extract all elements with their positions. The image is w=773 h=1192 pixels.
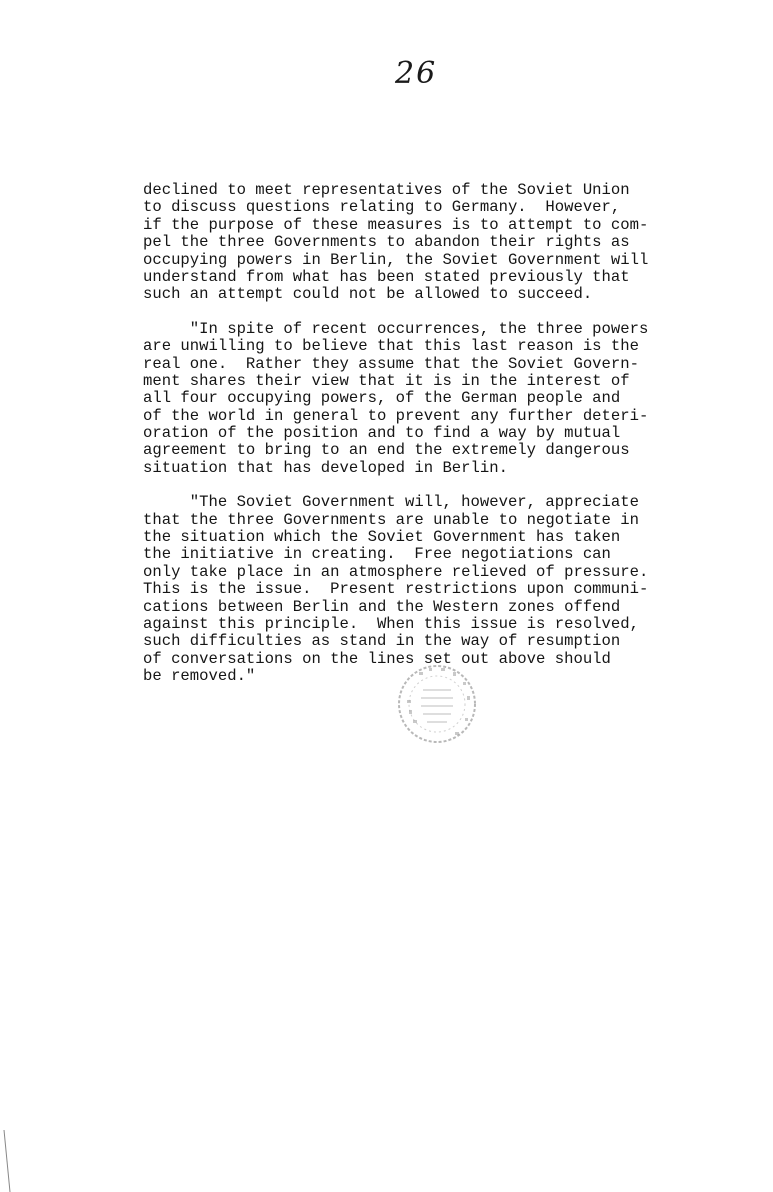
text-line: are unwilling to believe that this last reason is the [143,337,639,356]
text-line: occupying powers in Berlin, the Soviet Government will [143,250,649,269]
paragraph-1 [143,182,663,304]
page-number: 26 [395,56,438,91]
text-line: that the three Governments are unable to negotiate in [143,510,639,529]
text-line: ment shares their view that it is in the interest of [143,371,630,390]
paragraph-3 [143,494,663,685]
text-line: be removed." [143,667,256,686]
paragraph-2 [143,321,663,478]
text-line: only take place in an atmosphere relieved of pressure. [143,562,649,581]
text-line: against this principle. When this issue is resolved, [143,614,639,633]
text-line: agreement to bring to an end the extremely dangerous [143,441,630,460]
text-line: understand from what has been stated previously that [143,267,630,286]
text-line: situation that has developed in Berlin. [143,458,508,477]
text-line: if the purpose of these measures is to attempt to com- [143,215,649,234]
text-line: such difficulties as stand in the way of resumption [143,632,621,651]
scan-edge-mark-icon [0,1130,20,1192]
text-line: all four occupying powers, of the German people and [143,389,621,408]
text-line: "The Soviet Government will, however, appreciate [143,493,639,512]
text-line: pel the three Governments to abandon their rights as [143,233,630,252]
text-line: such an attempt could not be allowed to succeed. [143,285,593,304]
text-line: declined to meet representatives of the Soviet Union [143,181,630,199]
text-line: the situation which the Soviet Government has taken [143,528,621,547]
text-line: of conversations on the lines set out above should [143,649,611,668]
text-line: real one. Rather they assume that the Soviet Govern- [143,354,639,373]
text-line: This is the issue. Present restrictions upon communi- [143,580,649,599]
text-line: to discuss questions relating to Germany. However, [143,198,621,217]
text-line: the initiative in creating. Free negotiations can [143,545,611,564]
letter-body [143,182,663,703]
archive-stamp-icon [393,660,481,748]
text-line: cations between Berlin and the Western zones offend [143,597,621,616]
text-line: oration of the position and to find a way by mutual [143,424,621,443]
text-line: of the world in general to prevent any further deteri- [143,406,649,425]
text-line: "In spite of recent occurrences, the three powers [143,319,649,338]
